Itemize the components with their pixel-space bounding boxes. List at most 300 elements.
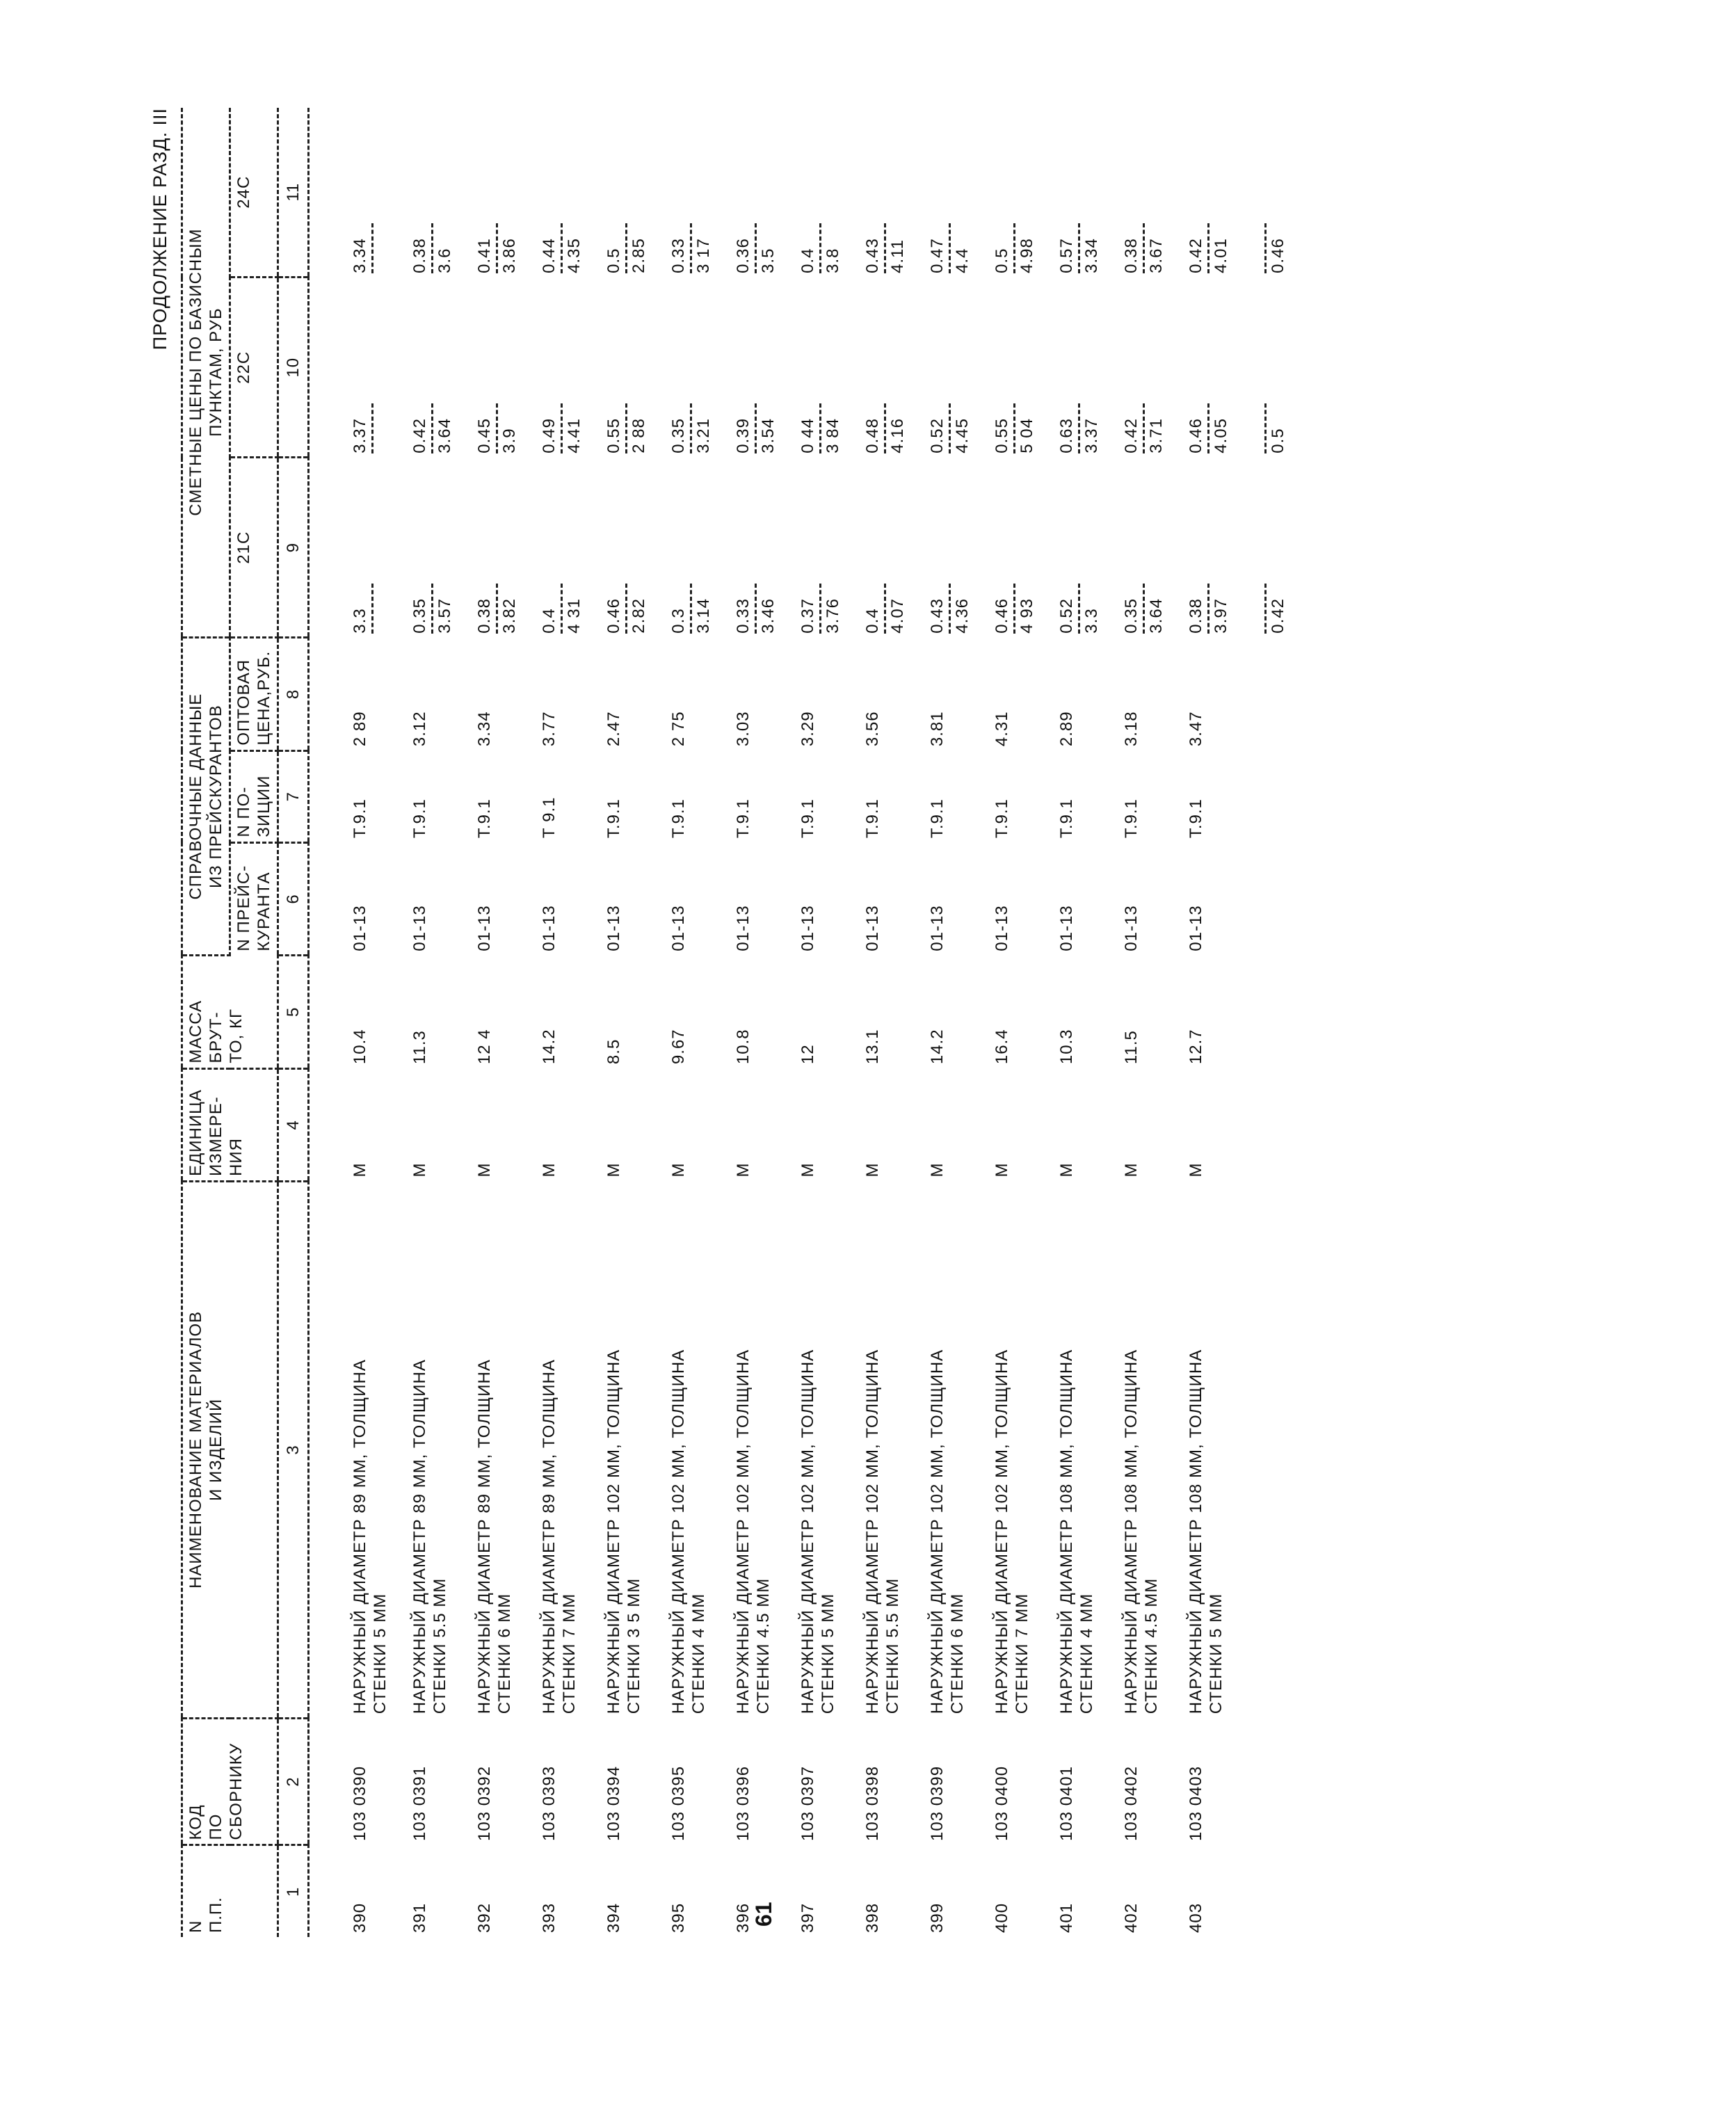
item-code: 103 0400 xyxy=(992,1765,1011,1841)
price-24c-bottom: 4.98 xyxy=(1018,238,1036,273)
continued-price-value: 0.5 xyxy=(1269,428,1287,453)
price-21c-bottom: 3.64 xyxy=(1147,597,1166,634)
price-22c xyxy=(1176,278,1241,458)
item-name: НАРУЖНЫЙ ДИАМЕТР 102 ММ, ТОЛЩИНА СТЕНКИ 5 ММ xyxy=(798,1349,837,1714)
unit: М xyxy=(798,1162,817,1178)
wholesale-price: 2 89 xyxy=(351,711,369,747)
item-name: НАРУЖНЫЙ ДИАМЕТР 89 ММ, ТОЛЩИНА СТЕНКИ 5.5 ММ xyxy=(410,1359,449,1714)
price-24c-bottom: 3.86 xyxy=(500,238,519,273)
column-number: 8 xyxy=(278,638,309,750)
price-list-number: 01-13 xyxy=(992,905,1011,951)
header-price-24c: 24С xyxy=(230,108,278,278)
price-21c-top: 0.43 xyxy=(928,597,947,634)
price-22c-bottom: 3.37 xyxy=(1082,418,1101,453)
column-number: 3 xyxy=(278,1182,309,1719)
price-21c-bottom: 4.36 xyxy=(953,597,972,634)
header-unit: ЕДИНИЦА ИЗМЕРЕ- НИЯ xyxy=(182,1068,278,1181)
price-24c-top: 0.43 xyxy=(863,238,882,273)
price-22c-top: 0.46 xyxy=(1187,418,1205,453)
table-row xyxy=(723,108,788,1937)
item-code: 103 0401 xyxy=(1057,1765,1076,1841)
price-22c xyxy=(788,278,853,458)
price-list-number: 01-13 xyxy=(475,905,494,951)
price-24c-top: 0.5 xyxy=(992,248,1011,273)
price-21c xyxy=(594,458,659,638)
item-name: НАРУЖНЫЙ ДИАМЕТР 102 ММ, ТОЛЩИНА СТЕНКИ 6 ММ xyxy=(928,1349,967,1714)
empty-cell xyxy=(1241,1718,1298,1845)
price-21c xyxy=(1047,458,1111,638)
continued-price-p22 xyxy=(1241,278,1298,458)
price-22c-top: 0 44 xyxy=(798,418,817,453)
price-22c xyxy=(309,278,401,458)
fraction-rule xyxy=(1143,584,1145,634)
price-22c-bottom: 2 88 xyxy=(629,418,648,453)
price-21c xyxy=(723,458,788,638)
wholesale-price: 2 75 xyxy=(669,711,688,747)
gross-mass: 9.67 xyxy=(669,1029,688,1065)
price-24c xyxy=(659,108,723,278)
gross-mass: 12 4 xyxy=(475,1029,494,1065)
continued-price-value: 0.46 xyxy=(1269,238,1287,273)
price-21c xyxy=(788,458,853,638)
price-21c-top: 0.38 xyxy=(475,597,494,634)
price-21c-top: 0.46 xyxy=(604,597,623,634)
price-24c-bottom: 4.35 xyxy=(565,238,584,273)
price-22c-top: 0.42 xyxy=(1122,418,1141,453)
column-number: 11 xyxy=(278,108,309,278)
fraction-rule xyxy=(1013,584,1015,634)
fraction-rule xyxy=(431,403,433,453)
table-row xyxy=(917,108,982,1937)
price-21c-top: 3.3 xyxy=(351,608,369,634)
position-number: Т.9.1 xyxy=(928,798,947,839)
position-number: Т.9.1 xyxy=(475,798,494,839)
position-number: Т.9.1 xyxy=(992,798,1011,839)
price-22c-bottom: 4.05 xyxy=(1212,418,1230,453)
price-21c xyxy=(1111,458,1176,638)
price-21c-top: 0.52 xyxy=(1057,597,1076,634)
row-number: 390 xyxy=(351,1902,369,1933)
price-24c-bottom: 3.34 xyxy=(1082,238,1101,273)
price-21c-top: 0.35 xyxy=(410,597,429,634)
position-number: Т.9.1 xyxy=(734,798,753,839)
item-code: 103 0393 xyxy=(540,1765,558,1841)
header-mass: МАССА БРУТ- ТО, КГ xyxy=(182,956,278,1068)
price-24c xyxy=(917,108,982,278)
price-list-number: 01-13 xyxy=(669,905,688,951)
fraction-rule xyxy=(755,223,757,273)
gross-mass: 10.8 xyxy=(734,1029,753,1065)
unit: М xyxy=(1122,1162,1141,1178)
price-22c-top: 0.55 xyxy=(992,418,1011,453)
price-24c-bottom: 3.8 xyxy=(823,248,842,273)
fraction-rule xyxy=(819,223,821,273)
price-21c xyxy=(529,458,594,638)
price-24c xyxy=(853,108,917,278)
unit: М xyxy=(1187,1162,1205,1178)
price-21c xyxy=(982,458,1047,638)
fraction-rule xyxy=(1078,584,1080,634)
unit: М xyxy=(734,1162,753,1178)
price-21c xyxy=(1176,458,1241,638)
price-21c-bottom: 3.57 xyxy=(435,597,454,634)
price-22c-bottom: 4.41 xyxy=(565,418,584,453)
item-code: 103 0397 xyxy=(798,1765,817,1841)
item-code: 103 0391 xyxy=(410,1765,429,1841)
price-24c xyxy=(723,108,788,278)
fraction-rule xyxy=(1264,223,1267,273)
item-code: 103 0392 xyxy=(475,1765,494,1841)
column-number: 5 xyxy=(278,956,309,1068)
header-name: НАИМЕНОВАНИЕ МАТЕРИАЛОВ И ИЗДЕЛИЙ xyxy=(182,1182,278,1719)
header-price-22c: 22С xyxy=(230,278,278,458)
row-number: 398 xyxy=(863,1902,882,1933)
fraction-rule xyxy=(819,584,821,634)
item-code: 103 0403 xyxy=(1187,1765,1205,1841)
price-21c xyxy=(853,458,917,638)
price-list-number: 01-13 xyxy=(604,905,623,951)
column-number-row xyxy=(278,108,309,1937)
fraction-rule xyxy=(561,223,563,273)
fraction-rule xyxy=(819,403,821,453)
item-name: НАРУЖНЫЙ ДИАМЕТР 89 ММ, ТОЛЩИНА СТЕНКИ 7 ММ xyxy=(540,1359,579,1714)
unit: М xyxy=(351,1162,369,1178)
table-row xyxy=(1047,108,1111,1937)
table-row xyxy=(659,108,723,1937)
row-number: 392 xyxy=(475,1902,494,1933)
price-24c xyxy=(400,108,465,278)
fraction-rule xyxy=(371,403,373,453)
price-24c xyxy=(982,108,1047,278)
price-24c xyxy=(309,108,401,278)
item-name: НАРУЖНЫЙ ДИАМЕТР 102 ММ, ТОЛЩИНА СТЕНКИ 3 5 ММ xyxy=(604,1349,643,1714)
unit: М xyxy=(863,1162,882,1178)
row-number: 402 xyxy=(1122,1902,1141,1933)
price-21c-top: 0.37 xyxy=(798,597,817,634)
price-21c-bottom: 4.07 xyxy=(888,597,907,634)
price-list-number: 01-13 xyxy=(351,905,369,951)
price-22c-top: 0.63 xyxy=(1057,418,1076,453)
continued-price-p21 xyxy=(1241,458,1298,638)
price-22c xyxy=(400,278,465,458)
fraction-rule xyxy=(884,584,886,634)
price-21c-top: 0.4 xyxy=(540,608,558,634)
empty-cell xyxy=(1241,1182,1298,1719)
price-21c-bottom: 3.46 xyxy=(759,597,778,634)
price-list-number: 01-13 xyxy=(863,905,882,951)
price-24c-top: 0.5 xyxy=(604,248,623,273)
header-prices-group: СМЕТНЫЕ ЦЕНЫ ПО БАЗИСНЫМ ПУНКТАМ, РУБ xyxy=(182,108,230,638)
unit: М xyxy=(1057,1162,1076,1178)
price-24c-top: 3.34 xyxy=(351,238,369,273)
gross-mass: 14.2 xyxy=(540,1029,558,1065)
table-row xyxy=(309,108,401,1937)
price-22c xyxy=(529,278,594,458)
price-24c-bottom: 3 17 xyxy=(694,238,713,273)
price-22c-bottom: 3.54 xyxy=(759,418,778,453)
wholesale-price: 3.47 xyxy=(1187,711,1205,747)
table-row xyxy=(1111,108,1176,1937)
price-22c-top: 3.37 xyxy=(351,418,369,453)
rotated-price-sheet xyxy=(150,108,1736,1937)
fraction-rule xyxy=(431,223,433,273)
fraction-rule xyxy=(371,584,373,634)
column-number: 6 xyxy=(278,842,309,955)
price-24c-top: 0.33 xyxy=(669,238,688,273)
fraction-rule xyxy=(949,403,951,453)
table-row xyxy=(529,108,594,1937)
empty-cell xyxy=(1241,1068,1298,1181)
item-code: 103 0396 xyxy=(734,1765,753,1841)
price-22c xyxy=(659,278,723,458)
row-number: 400 xyxy=(992,1902,1011,1933)
fraction-rule xyxy=(949,223,951,273)
price-21c-bottom: 3.76 xyxy=(823,597,842,634)
price-22c-bottom: 3.64 xyxy=(435,418,454,453)
fraction-rule xyxy=(1143,223,1145,273)
unit: М xyxy=(604,1162,623,1178)
price-24c-top: 0.57 xyxy=(1057,238,1076,273)
price-22c-bottom: 3.21 xyxy=(694,418,713,453)
unit: М xyxy=(669,1162,688,1178)
price-list-number: 01-13 xyxy=(410,905,429,951)
fraction-rule xyxy=(755,403,757,453)
price-22c xyxy=(465,278,529,458)
fraction-rule xyxy=(1013,223,1015,273)
header-price-21c: 21С xyxy=(230,458,278,638)
unit: М xyxy=(992,1162,1011,1178)
price-21c-bottom: 4 93 xyxy=(1018,597,1036,634)
price-21c xyxy=(400,458,465,638)
item-name: НАРУЖНЫЙ ДИАМЕТР 108 ММ, ТОЛЩИНА СТЕНКИ 4 ММ xyxy=(1057,1349,1096,1714)
price-22c-top: 0.35 xyxy=(669,418,688,453)
price-22c xyxy=(594,278,659,458)
fraction-rule xyxy=(690,584,692,634)
fraction-rule xyxy=(1078,223,1080,273)
price-21c-bottom: 3.3 xyxy=(1082,608,1101,634)
row-number: 391 xyxy=(410,1902,429,1933)
item-name: НАРУЖНЫЙ ДИАМЕТР 102 ММ, ТОЛЩИНА СТЕНКИ 5.5 ММ xyxy=(863,1349,902,1714)
header-row-number: N П.П. xyxy=(182,1845,278,1937)
price-24c-bottom: 3.67 xyxy=(1147,238,1166,273)
item-code: 103 0399 xyxy=(928,1765,947,1841)
wholesale-price: 3.56 xyxy=(863,711,882,747)
item-code: 103 0394 xyxy=(604,1765,623,1841)
fraction-rule xyxy=(1207,223,1209,273)
position-number: Т.9.1 xyxy=(863,798,882,839)
price-22c-top: 0.52 xyxy=(928,418,947,453)
gross-mass: 11.3 xyxy=(410,1030,429,1065)
column-number: 9 xyxy=(278,458,309,638)
wholesale-price: 3.12 xyxy=(410,711,429,747)
table-row xyxy=(788,108,853,1937)
header-code: КОД ПО СБОРНИКУ xyxy=(182,1718,278,1845)
wholesale-price: 2.47 xyxy=(604,711,623,747)
row-number: 396 xyxy=(734,1902,753,1933)
price-21c-top: 0.4 xyxy=(863,608,882,634)
price-list-number: 01-13 xyxy=(1057,905,1076,951)
price-21c-top: 0.33 xyxy=(734,597,753,634)
row-number: 401 xyxy=(1057,1902,1076,1933)
item-code: 103 0395 xyxy=(669,1765,688,1841)
fraction-rule xyxy=(949,584,951,634)
row-number: 397 xyxy=(798,1902,817,1933)
price-22c xyxy=(1111,278,1176,458)
table-row xyxy=(982,108,1047,1937)
price-24c-bottom: 2.85 xyxy=(629,238,648,273)
table-row xyxy=(400,108,465,1937)
price-list-number: 01-13 xyxy=(734,905,753,951)
price-22c-top: 0.45 xyxy=(475,418,494,453)
price-21c-bottom: 2.82 xyxy=(629,597,648,634)
header-wholesale-price: ОПТОВАЯ ЦЕНА,РУБ. xyxy=(230,638,278,750)
wholesale-price: 4.31 xyxy=(992,711,1011,747)
wholesale-price: 3.18 xyxy=(1122,711,1141,747)
fraction-rule xyxy=(496,223,498,273)
unit: М xyxy=(475,1162,494,1178)
wholesale-price: 3.34 xyxy=(475,711,494,747)
item-name: НАРУЖНЫЙ ДИАМЕТР 102 ММ, ТОЛЩИНА СТЕНКИ 4.5 ММ xyxy=(734,1349,773,1714)
price-24c xyxy=(594,108,659,278)
price-list-number: 01-13 xyxy=(1187,905,1205,951)
position-number: Т.9.1 xyxy=(410,798,429,839)
price-list-number: 01-13 xyxy=(798,905,817,951)
item-code: 103 0402 xyxy=(1122,1765,1141,1841)
empty-cell xyxy=(1241,750,1298,842)
page-number: 61 xyxy=(751,1902,776,1927)
table-row xyxy=(465,108,529,1937)
price-22c xyxy=(917,278,982,458)
table-row xyxy=(853,108,917,1937)
gross-mass: 8.5 xyxy=(604,1038,623,1065)
fraction-rule xyxy=(496,584,498,634)
price-24c-top: 0.36 xyxy=(734,238,753,273)
fraction-rule xyxy=(884,403,886,453)
price-24c xyxy=(465,108,529,278)
unit: М xyxy=(410,1162,429,1178)
header-reference-group: СПРАВОЧНЫЕ ДАННЫЕ ИЗ ПРЕЙСКУРАНТОВ xyxy=(182,638,230,956)
price-24c xyxy=(1111,108,1176,278)
price-22c-top: 0.49 xyxy=(540,418,558,453)
fraction-rule xyxy=(884,223,886,273)
position-number: Т 9.1 xyxy=(540,796,558,839)
column-number: 7 xyxy=(278,750,309,842)
price-24c-bottom: 3.6 xyxy=(435,248,454,273)
position-number: Т.9.1 xyxy=(1122,798,1141,839)
column-number: 4 xyxy=(278,1068,309,1181)
item-name: НАРУЖНЫЙ ДИАМЕТР 89 ММ, ТОЛЩИНА СТЕНКИ 5 ММ xyxy=(351,1359,389,1714)
price-24c xyxy=(1176,108,1241,278)
price-21c xyxy=(659,458,723,638)
table-row xyxy=(594,108,659,1937)
price-22c-bottom: 5 04 xyxy=(1018,418,1036,453)
row-number: 399 xyxy=(928,1902,947,1933)
fraction-rule xyxy=(690,223,692,273)
materials-price-table xyxy=(181,108,1298,1937)
price-list-number: 01-13 xyxy=(1122,905,1141,951)
price-22c xyxy=(1047,278,1111,458)
empty-cell xyxy=(1241,1845,1298,1937)
item-name: НАРУЖНЫЙ ДИАМЕТР 108 ММ, ТОЛЩИНА СТЕНКИ 5 ММ xyxy=(1187,1349,1225,1714)
position-number: Т.9.1 xyxy=(669,798,688,839)
item-code: 103 0390 xyxy=(351,1765,369,1841)
price-22c xyxy=(723,278,788,458)
price-24c-top: 0.42 xyxy=(1187,238,1205,273)
header-position-number: N ПО- ЗИЦИИ xyxy=(230,750,278,842)
price-21c-bottom: 3.14 xyxy=(694,597,713,634)
fraction-rule xyxy=(561,403,563,453)
gross-mass: 10.4 xyxy=(351,1029,369,1065)
position-number: Т.9.1 xyxy=(798,798,817,839)
position-number: Т.9.1 xyxy=(604,798,623,839)
fraction-rule xyxy=(1078,403,1080,453)
wholesale-price: 3.81 xyxy=(928,711,947,747)
gross-mass: 13.1 xyxy=(863,1029,882,1065)
price-21c-top: 0.35 xyxy=(1122,597,1141,634)
price-24c-bottom: 4.4 xyxy=(953,248,972,273)
price-list-number: 01-13 xyxy=(540,905,558,951)
unit: М xyxy=(928,1162,947,1178)
fraction-rule xyxy=(561,584,563,634)
price-24c-bottom: 3.5 xyxy=(759,248,778,273)
fraction-rule xyxy=(1207,403,1209,453)
column-number: 10 xyxy=(278,278,309,458)
wholesale-price: 3.77 xyxy=(540,711,558,747)
price-21c xyxy=(465,458,529,638)
fraction-rule xyxy=(371,223,373,273)
fraction-rule xyxy=(690,403,692,453)
price-22c-bottom: 3 84 xyxy=(823,418,842,453)
fraction-rule xyxy=(625,403,627,453)
empty-cell xyxy=(1241,842,1298,955)
fraction-rule xyxy=(755,584,757,634)
column-number: 2 xyxy=(278,1718,309,1845)
price-24c-top: 0.44 xyxy=(540,238,558,273)
price-21c-bottom: 4 31 xyxy=(565,597,584,634)
row-number: 394 xyxy=(604,1902,623,1933)
price-22c-top: 0.42 xyxy=(410,418,429,453)
position-number: Т.9.1 xyxy=(1187,798,1205,839)
empty-cell xyxy=(1241,956,1298,1068)
price-24c-top: 0.41 xyxy=(475,238,494,273)
item-name: НАРУЖНЫЙ ДИАМЕТР 102 ММ, ТОЛЩИНА СТЕНКИ 7 ММ xyxy=(992,1349,1031,1714)
fraction-rule xyxy=(1143,403,1145,453)
gross-mass: 12.7 xyxy=(1187,1029,1205,1065)
fraction-rule xyxy=(625,584,627,634)
row-number: 403 xyxy=(1187,1902,1205,1933)
price-21c-top: 0.46 xyxy=(992,597,1011,634)
price-24c-bottom: 4.11 xyxy=(888,239,907,273)
price-22c-top: 0.39 xyxy=(734,418,753,453)
table-row xyxy=(1176,108,1241,1937)
price-list-number: 01-13 xyxy=(928,905,947,951)
price-24c-top: 0.47 xyxy=(928,238,947,273)
gross-mass: 10.3 xyxy=(1057,1029,1076,1065)
gross-mass: 14.2 xyxy=(928,1029,947,1065)
price-22c-bottom: 4.16 xyxy=(888,418,907,453)
fraction-rule xyxy=(1207,584,1209,634)
price-21c-bottom: 3.82 xyxy=(500,597,519,634)
price-22c-bottom: 3.9 xyxy=(500,428,519,453)
column-number: 1 xyxy=(278,1845,309,1937)
fraction-rule xyxy=(1264,403,1267,453)
row-number: 395 xyxy=(669,1902,688,1933)
price-24c xyxy=(1047,108,1111,278)
price-21c xyxy=(917,458,982,638)
wholesale-price: 3.03 xyxy=(734,711,753,747)
price-22c-bottom: 4.45 xyxy=(953,418,972,453)
item-code: 103 0398 xyxy=(863,1765,882,1841)
